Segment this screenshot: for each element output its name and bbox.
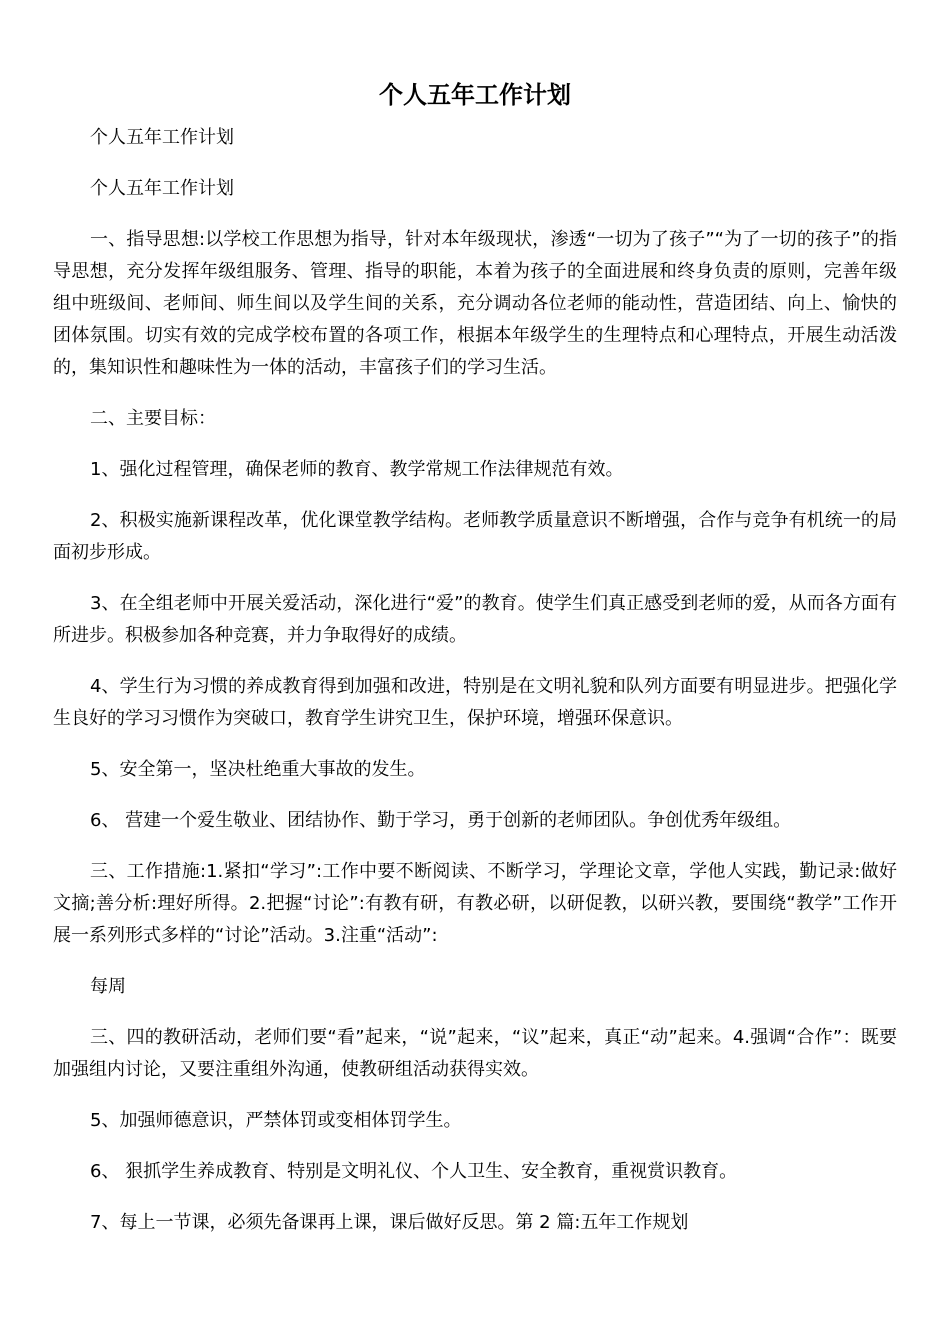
paragraph: 个人五年工作计划 (90, 127, 234, 148)
paragraph: 3、在全组老师中开展关爱活动，深化进行“爱”的教育。使学生们真正感受到老师的爱，从而各方面有所进步。积极参加各种竞赛，并力争取得好的成绩。 (53, 593, 897, 646)
document-title: 个人五年工作计划 (379, 81, 571, 109)
paragraph: 三、四的教研活动，老师们要“看”起来，“说”起来，“议”起来，真正“动”起来。4.强调“合作”：既要加强组内讨论，又要注重组外沟通，使教研组活动获得实效。 (53, 1027, 897, 1080)
paragraph: 5、安全第一，坚决杜绝重大事故的发生。 (90, 759, 426, 780)
paragraph: 4、学生行为习惯的养成教育得到加强和改进，特别是在文明礼貌和队列方面要有明显进步。把强化学生良好的学习习惯作为突破口，教育学生讲究卫生，保护环境，增强环保意识。 (53, 676, 897, 729)
paragraph: 5、加强师德意识，严禁体罚或变相体罚学生。 (90, 1110, 462, 1131)
paragraph: 每周 (90, 976, 126, 997)
paragraph: 2、积极实施新课程改革，优化课堂教学结构。老师教学质量意识不断增强，合作与竞争有机统一的局面初步形成。 (53, 510, 897, 563)
paragraph: 个人五年工作计划 (90, 178, 234, 199)
paragraph: 6、 营建一个爱生敬业、团结协作、勤于学习，勇于创新的老师团队。争创优秀年级组。 (90, 810, 792, 831)
paragraph: 1、强化过程管理，确保老师的教育、教学常规工作法律规范有效。 (90, 459, 624, 480)
paragraph: 7、每上一节课，必须先备课再上课，课后做好反思。第 2 篇:五年工作规划 (90, 1212, 689, 1233)
paragraph: 二、主要目标： (90, 408, 216, 429)
paragraph: 三、工作措施:1.紧扣“学习”:工作中要不断阅读、不断学习，学理论文章，学他人实践，勤记录:做好文摘;善分析:理好所得。2.把握“讨论”:有教有研，有教必研，以研促教，以研兴教，要围绕“教学”工作开展一系列形式多样的“讨论”活动。3.注重“活动”: (53, 861, 897, 946)
paragraph: 6、 狠抓学生养成教育、特别是文明礼仪、个人卫生、安全教育，重视赏识教育。 (90, 1161, 738, 1182)
paragraph: 一、指导思想:以学校工作思想为指导，针对本年级现状，渗透“一切为了孩子”“为了一切的孩子”的指导思想，充分发挥年级组服务、管理、指导的职能，本着为孩子的全面进展和终身负责的原则，完善年级组中班级间、老师间、师生间以及学生间的关系，充分调动各位老师的能动性，营造团结、向上、愉快的团体氛围。切实有效的完成学校布置的各项工作，根据本年级学生的生理特点和心理特点，开展生动活泼的，集知识性和趣味性为一体的活动，丰富孩子们的学习生活。 (53, 229, 897, 378)
